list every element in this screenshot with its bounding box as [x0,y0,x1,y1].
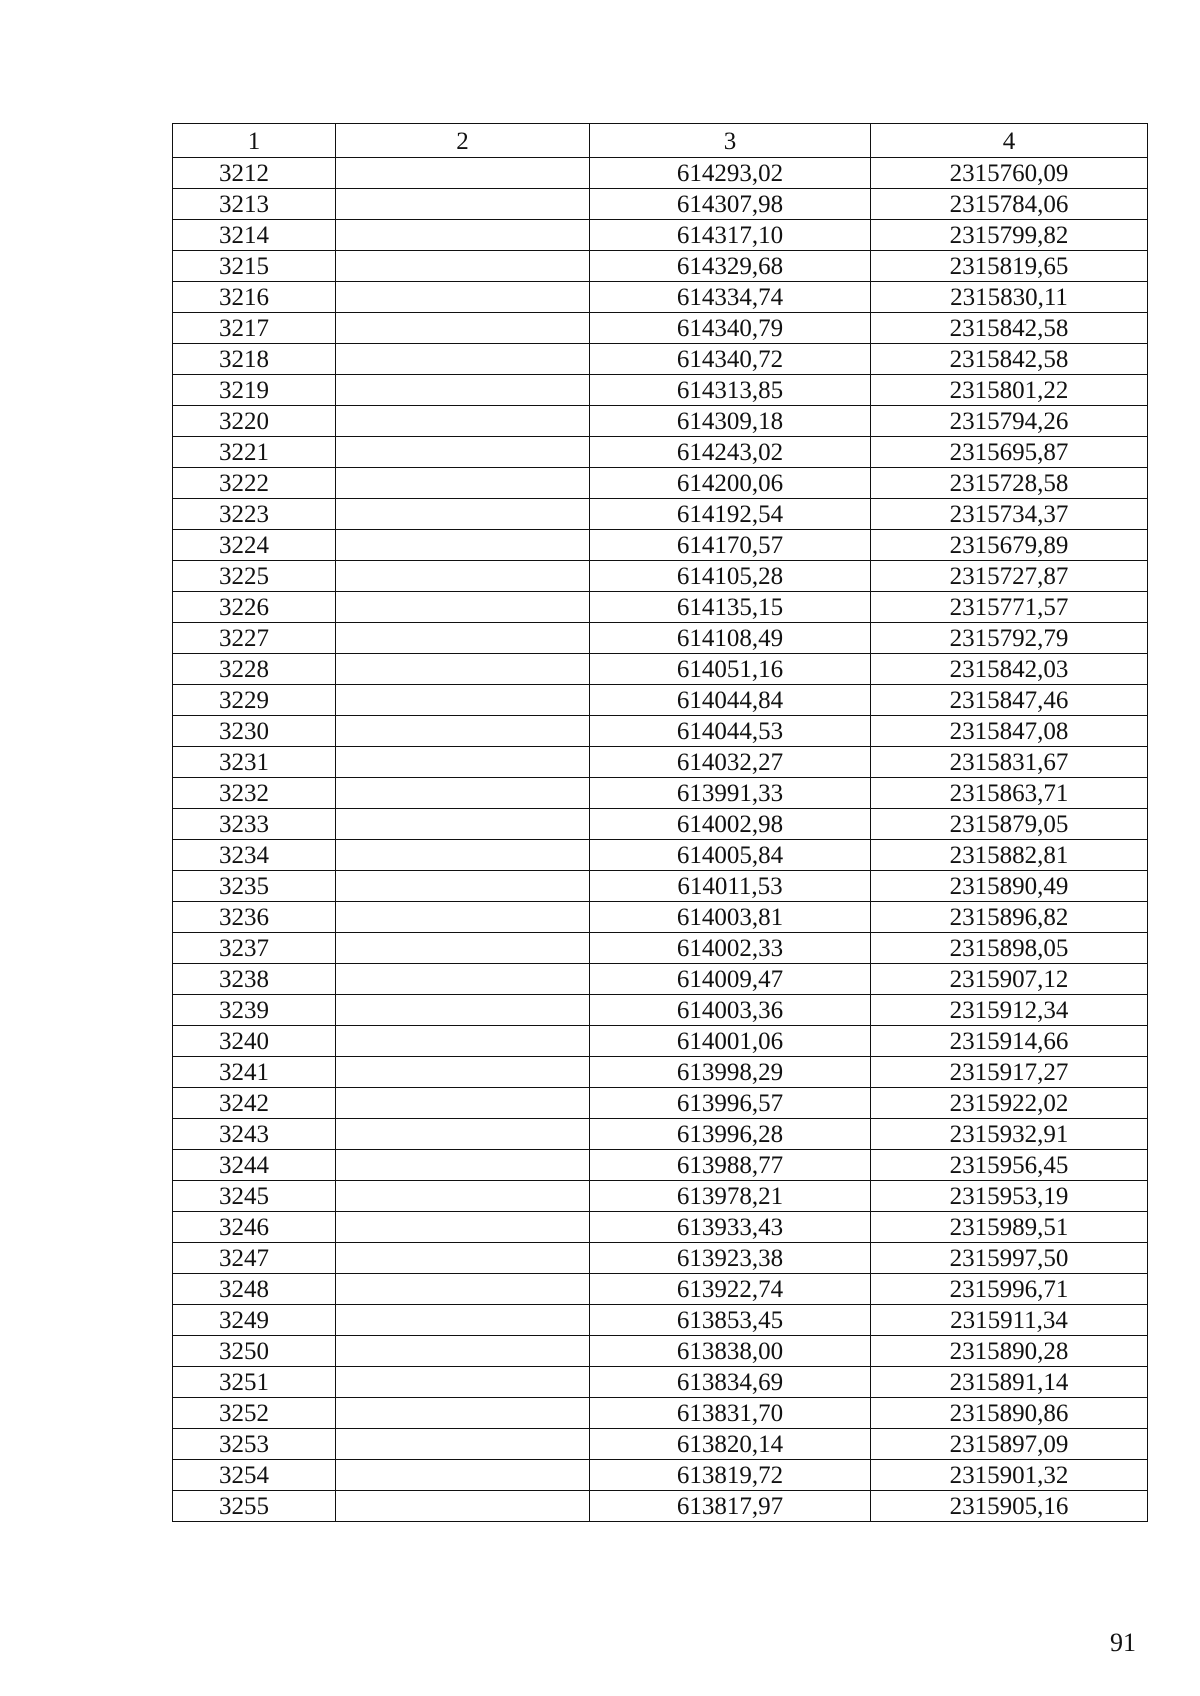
table-row [173,995,1148,1026]
table-cell-col-3: 614340,72 [590,344,871,375]
table-row [173,1305,1148,1336]
table-cell-col-2 [336,1429,590,1460]
table-cell-col-1: 3219 [173,375,336,406]
table-cell-col-4: 2315911,34 [871,1305,1148,1336]
table-row [173,189,1148,220]
table-cell-col-3: 614032,27 [590,747,871,778]
table-cell-col-3: 614009,47 [590,964,871,995]
table-cell-col-2 [336,561,590,592]
table-cell-col-3: 613996,57 [590,1088,871,1119]
table-cell-col-4: 2315898,05 [871,933,1148,964]
table-cell-col-1: 3212 [173,158,336,189]
table-cell-col-4: 2315912,34 [871,995,1148,1026]
table-cell-col-4: 2315997,50 [871,1243,1148,1274]
table-cell-col-4: 2315863,71 [871,778,1148,809]
table-cell-col-1: 3217 [173,313,336,344]
table-cell-col-4: 2315917,27 [871,1057,1148,1088]
table-cell-col-3: 614003,81 [590,902,871,933]
table-cell-col-3: 614011,53 [590,871,871,902]
table-cell-col-1: 3253 [173,1429,336,1460]
table-row [173,1212,1148,1243]
table-cell-col-3: 614307,98 [590,189,871,220]
table-cell-col-3: 613834,69 [590,1367,871,1398]
table-cell-col-4: 2315801,22 [871,375,1148,406]
table-cell-col-4: 2315891,14 [871,1367,1148,1398]
table-cell-col-3: 613853,45 [590,1305,871,1336]
header-row [173,124,1148,158]
table-cell-col-2 [336,1336,590,1367]
table-cell-col-3: 614192,54 [590,499,871,530]
table-cell-col-1: 3220 [173,406,336,437]
table-cell-col-2 [336,592,590,623]
table-cell-col-4: 2315760,09 [871,158,1148,189]
table-cell-col-3: 613996,28 [590,1119,871,1150]
table-cell-col-2 [336,406,590,437]
table-cell-col-3: 613838,00 [590,1336,871,1367]
table-header [173,124,1148,158]
table-cell-col-1: 3251 [173,1367,336,1398]
table-cell-col-2 [336,375,590,406]
table-cell-col-2 [336,1367,590,1398]
table-cell-col-2 [336,499,590,530]
table-cell-col-2 [336,1491,590,1522]
table-cell-col-4: 2315784,06 [871,189,1148,220]
table-cell-col-3: 613831,70 [590,1398,871,1429]
table-cell-col-3: 614317,10 [590,220,871,251]
table-cell-col-1: 3231 [173,747,336,778]
table-cell-col-3: 613991,33 [590,778,871,809]
table-cell-col-4: 2315996,71 [871,1274,1148,1305]
table-cell-col-4: 2315932,91 [871,1119,1148,1150]
table-cell-col-4: 2315890,28 [871,1336,1148,1367]
table-cell-col-3: 614243,02 [590,437,871,468]
table-cell-col-1: 3224 [173,530,336,561]
table-cell-col-2 [336,344,590,375]
table-cell-col-1: 3254 [173,1460,336,1491]
table-cell-col-3: 613933,43 [590,1212,871,1243]
table-cell-col-4: 2315879,05 [871,809,1148,840]
table-cell-col-1: 3226 [173,592,336,623]
table-cell-col-2 [336,1088,590,1119]
table-row [173,561,1148,592]
table-cell-col-2 [336,530,590,561]
table-cell-col-4: 2315890,49 [871,871,1148,902]
table-cell-col-2 [336,437,590,468]
table-cell-col-1: 3240 [173,1026,336,1057]
header-col-1: 1 [173,124,336,158]
table-cell-col-4: 2315907,12 [871,964,1148,995]
table-cell-col-2 [336,1119,590,1150]
table-cell-col-2 [336,1305,590,1336]
table-cell-col-1: 3213 [173,189,336,220]
table-cell-col-3: 613998,29 [590,1057,871,1088]
table-cell-col-2 [336,623,590,654]
table-row [173,406,1148,437]
table-cell-col-3: 614005,84 [590,840,871,871]
table-row [173,1398,1148,1429]
table-cell-col-2 [336,1150,590,1181]
table-cell-col-4: 2315842,58 [871,344,1148,375]
table-cell-col-1: 3255 [173,1491,336,1522]
table-row [173,716,1148,747]
table-cell-col-1: 3243 [173,1119,336,1150]
header-col-3: 3 [590,124,871,158]
table-cell-col-1: 3235 [173,871,336,902]
table-cell-col-3: 614313,85 [590,375,871,406]
table-cell-col-1: 3228 [173,654,336,685]
table-cell-col-2 [336,1181,590,1212]
table-row [173,437,1148,468]
table-cell-col-1: 3237 [173,933,336,964]
table-cell-col-1: 3252 [173,1398,336,1429]
table-cell-col-2 [336,871,590,902]
table-row [173,871,1148,902]
table-row [173,220,1148,251]
table-cell-col-2 [336,251,590,282]
table-cell-col-1: 3244 [173,1150,336,1181]
table-cell-col-3: 614002,98 [590,809,871,840]
table-cell-col-1: 3221 [173,437,336,468]
table-row [173,1119,1148,1150]
table-cell-col-2 [336,685,590,716]
table-cell-col-1: 3227 [173,623,336,654]
table-cell-col-4: 2315922,02 [871,1088,1148,1119]
table-cell-col-1: 3246 [173,1212,336,1243]
table-cell-col-1: 3215 [173,251,336,282]
table-row [173,747,1148,778]
table-row [173,1026,1148,1057]
table-cell-col-3: 614200,06 [590,468,871,499]
table-cell-col-3: 614001,06 [590,1026,871,1057]
table-cell-col-2 [336,1057,590,1088]
table-cell-col-2 [336,778,590,809]
table-row [173,623,1148,654]
table-cell-col-2 [336,933,590,964]
table-cell-col-4: 2315679,89 [871,530,1148,561]
table-cell-col-2 [336,840,590,871]
table-cell-col-4: 2315989,51 [871,1212,1148,1243]
table-cell-col-2 [336,1398,590,1429]
table-cell-col-2 [336,809,590,840]
table-cell-col-4: 2315830,11 [871,282,1148,313]
table-cell-col-4: 2315953,19 [871,1181,1148,1212]
table-row [173,592,1148,623]
table-cell-col-2 [336,220,590,251]
table-row [173,158,1148,189]
table-cell-col-2 [336,1212,590,1243]
table-row [173,499,1148,530]
table-cell-col-1: 3242 [173,1088,336,1119]
table-row [173,251,1148,282]
table-row [173,1367,1148,1398]
table-row [173,1150,1148,1181]
table-cell-col-1: 3233 [173,809,336,840]
table-body [173,158,1148,1522]
table-cell-col-4: 2315728,58 [871,468,1148,499]
table-cell-col-2 [336,1274,590,1305]
table-cell-col-3: 613923,38 [590,1243,871,1274]
table-cell-col-4: 2315727,87 [871,561,1148,592]
table-cell-col-4: 2315794,26 [871,406,1148,437]
table-row [173,1491,1148,1522]
table-cell-col-2 [336,158,590,189]
table-cell-col-4: 2315896,82 [871,902,1148,933]
table-row [173,902,1148,933]
table-cell-col-3: 614309,18 [590,406,871,437]
table-cell-col-3: 614002,33 [590,933,871,964]
table-cell-col-1: 3214 [173,220,336,251]
table-cell-col-1: 3216 [173,282,336,313]
table-cell-col-3: 614135,15 [590,592,871,623]
table-cell-col-4: 2315956,45 [871,1150,1148,1181]
table-row [173,282,1148,313]
table-row [173,933,1148,964]
table-cell-col-4: 2315847,46 [871,685,1148,716]
table-cell-col-3: 614003,36 [590,995,871,1026]
table-row [173,1274,1148,1305]
table-cell-col-2 [336,716,590,747]
table-row [173,344,1148,375]
table-cell-col-2 [336,1026,590,1057]
table-cell-col-4: 2315901,32 [871,1460,1148,1491]
table-cell-col-3: 613988,77 [590,1150,871,1181]
table-row [173,809,1148,840]
table-row [173,685,1148,716]
table-cell-col-4: 2315695,87 [871,437,1148,468]
table-cell-col-3: 614170,57 [590,530,871,561]
table-row [173,778,1148,809]
table-cell-col-3: 614340,79 [590,313,871,344]
table-row [173,840,1148,871]
table-row [173,654,1148,685]
table-cell-col-1: 3236 [173,902,336,933]
table-cell-col-1: 3241 [173,1057,336,1088]
table-cell-col-2 [336,747,590,778]
header-col-2: 2 [336,124,590,158]
table-cell-col-1: 3222 [173,468,336,499]
table-cell-col-2 [336,189,590,220]
table-cell-col-1: 3232 [173,778,336,809]
table-row [173,1088,1148,1119]
table-row [173,1057,1148,1088]
table-cell-col-4: 2315905,16 [871,1491,1148,1522]
table-cell-col-2 [336,995,590,1026]
table-cell-col-1: 3238 [173,964,336,995]
table-cell-col-1: 3218 [173,344,336,375]
table-cell-col-4: 2315799,82 [871,220,1148,251]
table-cell-col-4: 2315842,58 [871,313,1148,344]
table-cell-col-3: 613922,74 [590,1274,871,1305]
table-row [173,1181,1148,1212]
table-cell-col-1: 3225 [173,561,336,592]
table-cell-col-4: 2315882,81 [871,840,1148,871]
table-cell-col-3: 614108,49 [590,623,871,654]
table-cell-col-4: 2315792,79 [871,623,1148,654]
table-cell-col-1: 3245 [173,1181,336,1212]
table-row [173,530,1148,561]
table-cell-col-2 [336,468,590,499]
table-cell-col-2 [336,902,590,933]
table-cell-col-4: 2315734,37 [871,499,1148,530]
table-row [173,1243,1148,1274]
table-cell-col-3: 614105,28 [590,561,871,592]
table-cell-col-3: 614044,53 [590,716,871,747]
table-cell-col-3: 614329,68 [590,251,871,282]
table-cell-col-4: 2315890,86 [871,1398,1148,1429]
table-cell-col-3: 613817,97 [590,1491,871,1522]
table-row [173,1429,1148,1460]
table-cell-col-2 [336,1460,590,1491]
table-cell-col-4: 2315897,09 [871,1429,1148,1460]
table-cell-col-1: 3249 [173,1305,336,1336]
table-cell-col-4: 2315914,66 [871,1026,1148,1057]
table-cell-col-1: 3230 [173,716,336,747]
table-row [173,1460,1148,1491]
table-cell-col-4: 2315842,03 [871,654,1148,685]
table-cell-col-4: 2315819,65 [871,251,1148,282]
table-cell-col-4: 2315831,67 [871,747,1148,778]
table-cell-col-1: 3234 [173,840,336,871]
table-cell-col-2 [336,282,590,313]
table-cell-col-3: 614334,74 [590,282,871,313]
table-row [173,964,1148,995]
table-cell-col-1: 3223 [173,499,336,530]
table-cell-col-1: 3229 [173,685,336,716]
table-row [173,468,1148,499]
table-cell-col-3: 614293,02 [590,158,871,189]
table-cell-col-3: 614044,84 [590,685,871,716]
table-cell-col-3: 613819,72 [590,1460,871,1491]
table-cell-col-2 [336,313,590,344]
table-row [173,375,1148,406]
table-cell-col-3: 613820,14 [590,1429,871,1460]
table-cell-col-1: 3250 [173,1336,336,1367]
table-cell-col-2 [336,964,590,995]
table-cell-col-1: 3248 [173,1274,336,1305]
page-number: 91 [1110,1628,1136,1657]
table-cell-col-1: 3239 [173,995,336,1026]
table-cell-col-2 [336,654,590,685]
coordinates-table [172,123,1148,1522]
header-col-4: 4 [871,124,1148,158]
table-cell-col-4: 2315847,08 [871,716,1148,747]
table-row [173,313,1148,344]
table-cell-col-1: 3247 [173,1243,336,1274]
table-cell-col-3: 614051,16 [590,654,871,685]
table-row [173,1336,1148,1367]
table-cell-col-3: 613978,21 [590,1181,871,1212]
table-cell-col-2 [336,1243,590,1274]
table-cell-col-4: 2315771,57 [871,592,1148,623]
